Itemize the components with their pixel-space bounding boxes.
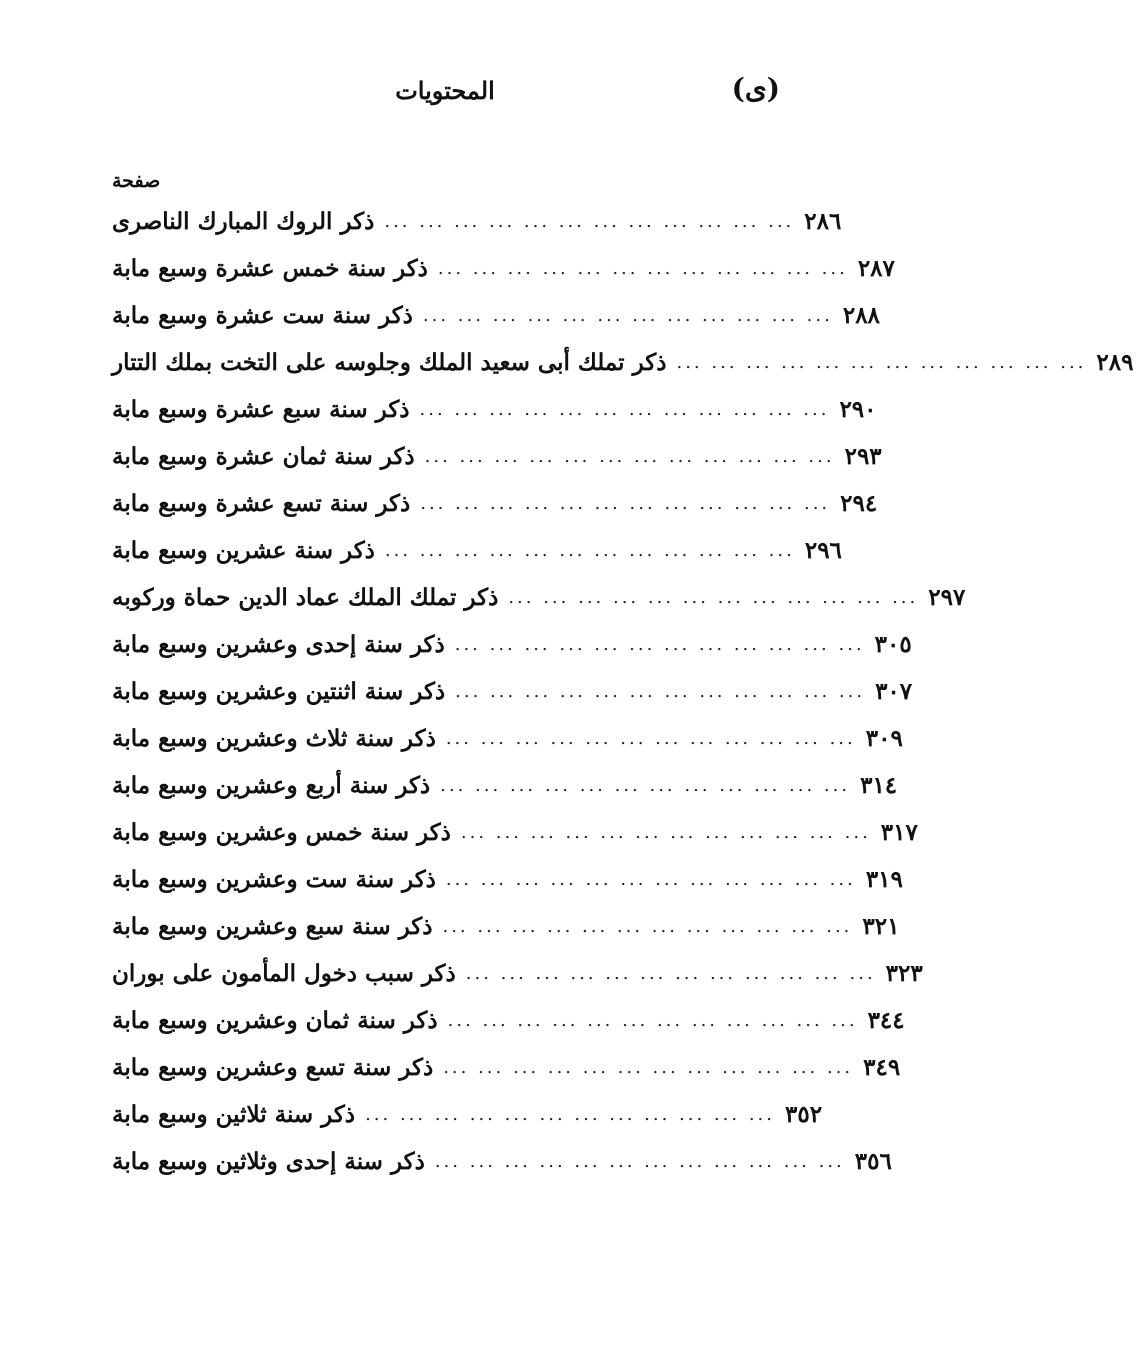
toc-entry [112, 809, 918, 856]
toc-entry [112, 386, 877, 433]
toc-entry-title: ذكر سنة ست وعشرين وسبع مابة [112, 866, 436, 893]
toc-entry [112, 245, 895, 292]
toc-entry [112, 198, 842, 245]
toc-entry [112, 433, 882, 480]
toc-entry-title: ذكر سنة إحدى وعشرين وسبع مابة [112, 631, 445, 658]
dot-leader: ... ... ... ... ... ... ... ... ... ... ... ... [384, 211, 795, 232]
toc-entry [112, 480, 878, 527]
toc-entry [112, 292, 880, 339]
toc-entry-title: ذكر سنة تسع عشرة وسبع مابة [112, 490, 411, 517]
toc-entry-page-number: ٢٩٦ [804, 537, 842, 564]
toc-entry-title: ذكر تملك أبى سعيد الملك وجلوسه على التخت بملك التتار [112, 349, 667, 376]
toc-entry-page-number: ٢٩٤ [840, 490, 878, 517]
dot-leader: ... ... ... ... ... ... ... ... ... ... ... ... [445, 728, 856, 749]
dot-leader: ... ... ... ... ... ... ... ... ... ... ... ... [420, 493, 831, 514]
toc-entry-title: ذكر سبب دخول المأمون على بوران [112, 960, 456, 987]
dot-leader: ... ... ... ... ... ... ... ... ... ... ... ... [445, 869, 856, 890]
toc-entry-title: ذكر سنة إحدى وثلاثين وسبع مابة [112, 1148, 425, 1175]
toc-entry-page-number: ٣٢١ [862, 913, 900, 940]
toc-entry-title: ذكر سنة ثلاث وعشرين وسبع مابة [112, 725, 436, 752]
toc-entry-page-number: ٣٢٣ [885, 960, 923, 987]
toc-entry [112, 527, 842, 574]
toc-entry-title: ذكر سنة تسع وعشرين وسبع مابة [112, 1054, 434, 1081]
toc-entry [112, 903, 900, 950]
page-header [110, 72, 780, 112]
dot-leader: ... ... ... ... ... ... ... ... ... ... ... ... [508, 587, 919, 608]
toc-entry [112, 668, 913, 715]
toc-entry-page-number: ٣٤٤ [867, 1007, 905, 1034]
toc-entry-page-number: ٢٩٣ [844, 443, 882, 470]
toc-entry-page-number: ٣١٩ [865, 866, 903, 893]
toc-entry-page-number: ٢٨٩ [1096, 349, 1134, 376]
toc-entry-title: ذكر سنة خمس عشرة وسبع مابة [112, 255, 428, 282]
page-number: (ى) [731, 72, 780, 105]
dot-leader: ... ... ... ... ... ... ... ... ... ... ... ... [443, 1057, 854, 1078]
toc-entry [112, 574, 966, 621]
dot-leader: ... ... ... ... ... ... ... ... ... ... ... ... [447, 1010, 858, 1031]
dot-leader: ... ... ... ... ... ... ... ... ... ... ... ... [440, 775, 851, 796]
toc-entry-page-number: ٣٥٦ [854, 1148, 892, 1175]
dot-leader: ... ... ... ... ... ... ... ... ... ... ... ... [676, 352, 1087, 373]
dot-leader: ... ... ... ... ... ... ... ... ... ... ... ... [460, 822, 871, 843]
toc-entry [112, 339, 1134, 386]
dot-leader: ... ... ... ... ... ... ... ... ... ... ... ... [434, 1151, 845, 1172]
toc-entry-page-number: ٣٠٩ [865, 725, 903, 752]
dot-leader: ... ... ... ... ... ... ... ... ... ... ... ... [384, 540, 795, 561]
toc-entry-title: ذكر سنة عشرين وسبع مابة [112, 537, 375, 564]
running-title: المحتويات [395, 76, 495, 105]
dot-leader: ... ... ... ... ... ... ... ... ... ... ... ... [455, 681, 866, 702]
toc-entry-page-number: ٢٨٦ [804, 208, 842, 235]
toc-entry [112, 856, 903, 903]
toc-entry-page-number: ٣٥٢ [784, 1101, 823, 1128]
toc-entry-title: ذكر سنة سبع وعشرين وسبع مابة [112, 913, 433, 940]
toc-entry-title: ذكر سنة اثنتين وعشرين وسبع مابة [112, 678, 446, 705]
toc-entry [112, 762, 898, 809]
toc-entry-page-number: ٣٠٧ [875, 678, 913, 705]
toc-entry-page-number: ٢٩٧ [928, 584, 966, 611]
toc-entry-title: ذكر سنة سبع عشرة وسبع مابة [112, 396, 410, 423]
toc-entry-page-number: ٢٨٨ [842, 302, 880, 329]
dot-leader: ... ... ... ... ... ... ... ... ... ... ... ... [422, 305, 833, 326]
toc-entry [112, 621, 912, 668]
toc-entry-title: ذكر سنة ثمان وعشرين وسبع مابة [112, 1007, 438, 1034]
dot-leader: ... ... ... ... ... ... ... ... ... ... ... ... [419, 399, 830, 420]
page-column-label: صفحة [112, 170, 161, 192]
toc-entry [112, 950, 923, 997]
toc-entry [112, 997, 905, 1044]
toc-entry-page-number: ٣٤٩ [863, 1054, 901, 1081]
dot-leader: ... ... ... ... ... ... ... ... ... ... ... ... [424, 446, 835, 467]
dot-leader: ... ... ... ... ... ... ... ... ... ... ... ... [454, 634, 865, 655]
dot-leader: ... ... ... ... ... ... ... ... ... ... ... ... [437, 258, 848, 279]
toc-entry-page-number: ٣١٧ [880, 819, 918, 846]
toc-entry-title: ذكر سنة ثمان عشرة وسبع مابة [112, 443, 415, 470]
toc-entry-title: ذكر سنة ثلاثين وسبع مابة [112, 1101, 356, 1128]
table-of-contents [112, 198, 1134, 1185]
toc-entry [112, 1044, 901, 1091]
toc-entry [112, 715, 903, 762]
dot-leader: ... ... ... ... ... ... ... ... ... ... ... ... [465, 963, 876, 984]
toc-entry-page-number: ٣١٤ [860, 772, 898, 799]
toc-entry-page-number: ٣٠٥ [874, 631, 912, 658]
toc-entry-title: ذكر الروك المبارك الناصرى [112, 208, 375, 235]
toc-entry-title: ذكر سنة ست عشرة وسبع مابة [112, 302, 413, 329]
dot-leader: ... ... ... ... ... ... ... ... ... ... ... ... [442, 916, 853, 937]
toc-entry-title: ذكر تملك الملك عماد الدين حماة وركوبه [112, 584, 499, 611]
toc-entry-page-number: ٢٩٠ [839, 396, 877, 423]
toc-entry-title: ذكر سنة أربع وعشرين وسبع مابة [112, 772, 431, 799]
toc-entry-title: ذكر سنة خمس وعشرين وسبع مابة [112, 819, 451, 846]
toc-entry-page-number: ٢٨٧ [857, 255, 895, 282]
toc-entry [112, 1091, 823, 1138]
toc-entry [112, 1138, 892, 1185]
dot-leader: ... ... ... ... ... ... ... ... ... ... ... ... [365, 1104, 775, 1125]
